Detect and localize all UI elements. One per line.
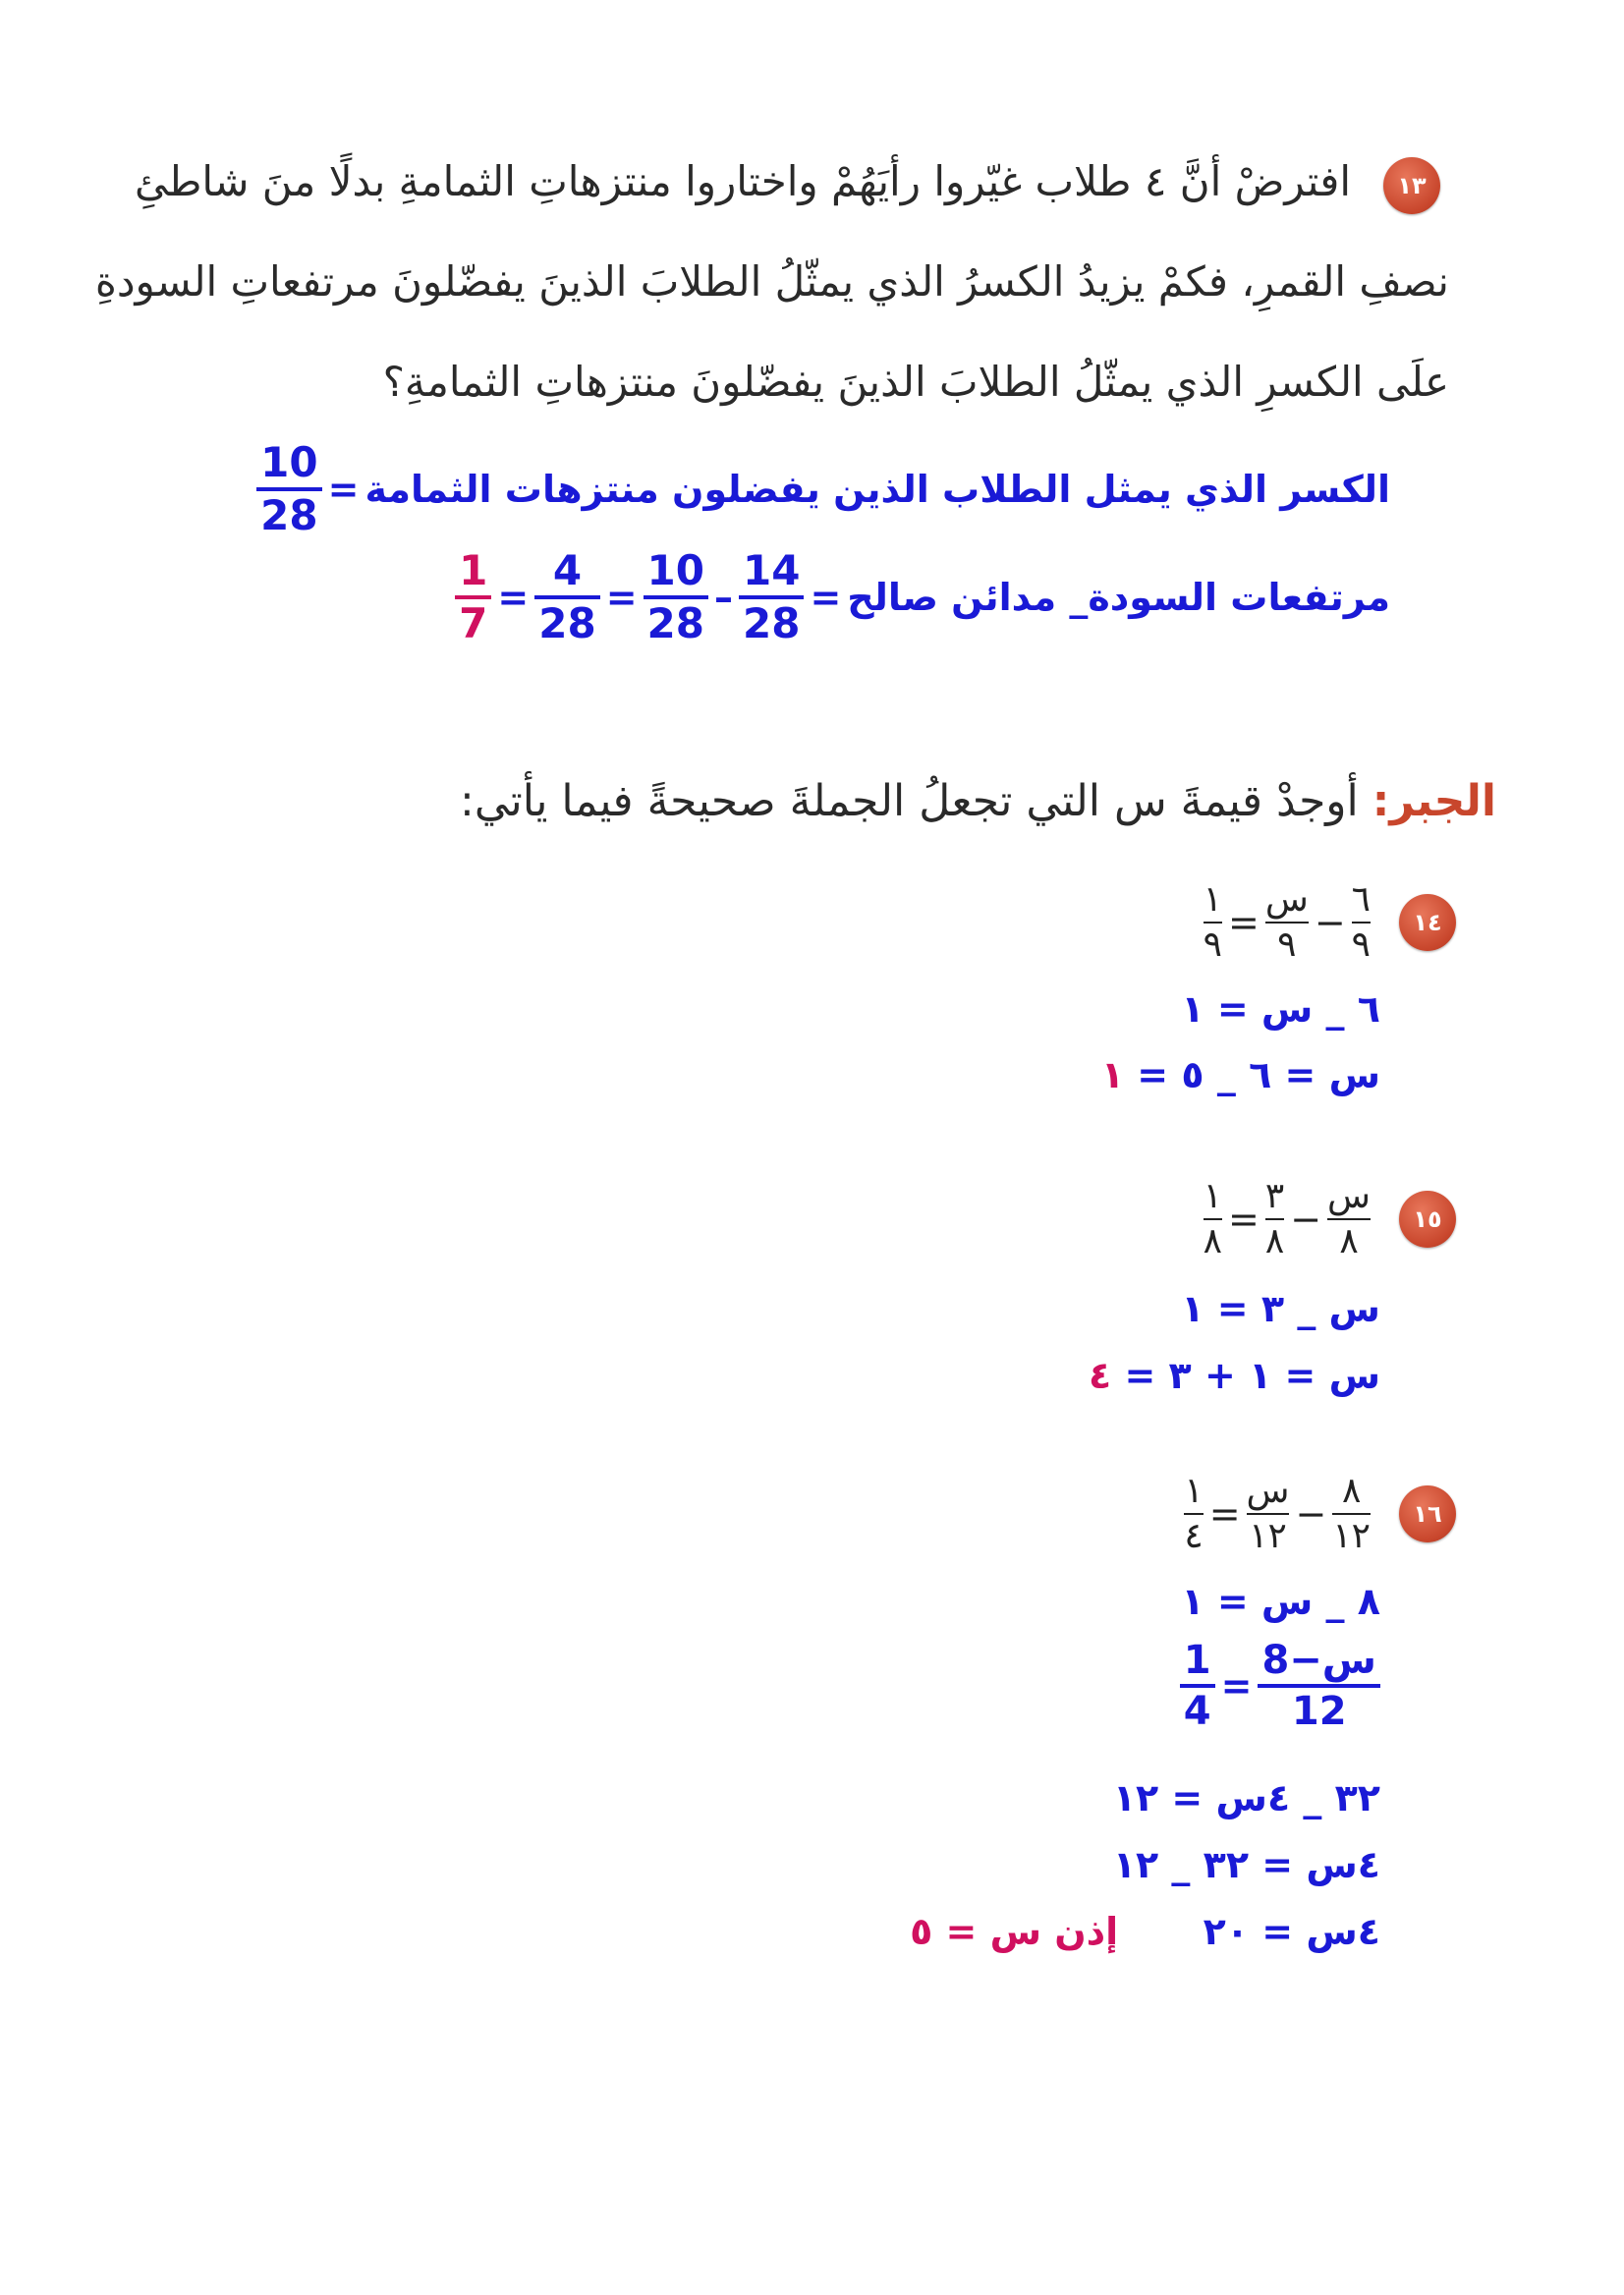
fraction-bar [1352,922,1371,924]
fraction-denominator: 12 [1291,1689,1347,1734]
fraction-numerator: س [1246,1471,1290,1511]
question-number-badge [1383,157,1440,214]
equation [1203,1176,1371,1261]
fraction-bar [1265,922,1309,924]
question-text-line: نصفِ القمرِ، فكمْ يزيدُ الكسرُ الذي يمثّلُ الطلابَ الذينَ يفضّلونَ مرتفعاتِ السودةِ [94,257,1449,306]
question-text-line: افترضْ أنَّ ٤ طلاب غيّروا رأيَهُمْ واختاروا منتزهاتِ الثمامةِ بدلًا منَ شاطئِ [135,157,1351,205]
fraction-denominator: 28 [260,491,318,539]
fraction-bar [1180,1684,1215,1688]
section-heading [460,776,1496,826]
solution-step: ٦ _ س = ١ [1181,987,1380,1031]
equation [1184,1471,1371,1556]
question-number: ١٦ [1413,1500,1442,1528]
equation-fraction [1264,1176,1285,1261]
fraction-denominator: 28 [742,599,801,647]
fraction-denominator: ٩ [1277,924,1297,965]
solution-step: ٨ _ س = ١ [1181,1580,1380,1623]
question-number-badge [1399,894,1456,951]
fraction-numerator: ١ [1203,879,1223,920]
solution-step: ٤س = ٣٢ _ ١٢ [1112,1843,1380,1886]
answer-label: مرتفعات السودة_ مدائن صالح [847,576,1390,619]
fraction-bar [1265,1218,1284,1220]
section-tag: الجبر: [1372,776,1496,826]
equals-sign: = [605,576,638,619]
fraction-numerator: 4 [552,546,583,594]
equation-fraction [1332,1471,1371,1556]
equals-sign: = [1220,1664,1253,1707]
answer-fraction [256,438,321,539]
question-number-badge [1399,1191,1456,1248]
question-number: ١٥ [1413,1205,1442,1233]
section-instruction: أوجدْ قيمةَ س التي تجعلُ الجملةَ صحيحةً فيما يأتي: [460,776,1359,826]
solution-conclusion: إذن س = [932,1910,1119,1953]
minus-sign: − [1290,1198,1322,1241]
equals-sign: = [1208,1492,1241,1536]
minus-sign: − [1295,1492,1327,1536]
equals-sign: = [1228,901,1260,944]
answer-line [455,546,1390,647]
equals-sign: = [810,576,842,619]
answer-fraction [644,546,708,647]
fraction-numerator: س [1264,879,1309,920]
solution-fraction [1258,1638,1380,1734]
fraction-denominator: ٤ [1184,1516,1204,1556]
solution-result: ٥ [910,1910,933,1953]
fraction-numerator: 1 [459,546,488,594]
solution-step-text: س = ١ + ٣ = [1111,1354,1380,1397]
fraction-numerator: ٦ [1351,879,1371,920]
fraction-numerator: س [1327,1176,1371,1216]
fraction-denominator: ٩ [1203,924,1223,965]
fraction-bar [1204,922,1222,924]
fraction-bar [1247,1513,1290,1515]
fraction-numerator: ١ [1184,1471,1204,1511]
solution-step [1101,1053,1380,1096]
fraction-bar [1258,1684,1380,1688]
fraction-denominator: ١٢ [1249,1516,1287,1556]
fraction-numerator: ١ [1203,1176,1223,1216]
solution-step [1089,1354,1380,1397]
fraction-numerator: ٨ [1341,1471,1362,1511]
equation-fraction [1264,879,1309,965]
solution-step: س _ ٣ = ١ [1181,1287,1380,1330]
equals-sign: = [497,576,530,619]
fraction-numerator: 14 [742,546,801,594]
question-number: ١٣ [1397,172,1427,199]
equation-fraction [1246,1471,1290,1556]
fraction-numerator: 8−س [1261,1638,1376,1683]
fraction-denominator: 7 [459,599,488,647]
solution-result: ١ [1100,1053,1125,1096]
fraction-numerator: 1 [1183,1638,1211,1683]
fraction-denominator: ٨ [1203,1221,1223,1261]
answer-line [256,438,1390,539]
equals-sign: = [1228,1198,1260,1241]
equals-sign: = [327,468,360,511]
equation-fraction [1203,1176,1223,1261]
fraction-denominator: ١٢ [1332,1516,1371,1556]
fraction-denominator: ٩ [1351,924,1371,965]
solution-step: ٣٢ _ ٤س = ١٢ [1112,1776,1380,1819]
fraction-denominator: ٨ [1264,1221,1285,1261]
minus-sign: – [713,576,733,619]
fraction-bar [1327,1218,1371,1220]
fraction-numerator: 10 [646,546,704,594]
fraction-denominator: 28 [538,599,596,647]
fraction-bar [1184,1513,1203,1515]
solution-fraction [1180,1638,1215,1734]
solution-step [1180,1638,1380,1734]
answer-fraction [534,546,599,647]
equation-fraction [1351,879,1371,965]
solution-result: ٤ [1089,1354,1112,1397]
equation-fraction [1203,879,1223,965]
solution-step-text: ٤س = ٢٠ [1203,1910,1380,1953]
question-text-line: علَى الكسرِ الذي يمثّلُ الطلابَ الذينَ يفضّلونَ منتزهاتِ الثمامةِ؟ [382,358,1449,406]
equation-fraction [1327,1176,1371,1261]
equation-fraction [1184,1471,1204,1556]
fraction-denominator: 28 [646,599,704,647]
answer-fraction [739,546,804,647]
fraction-bar [1332,1513,1371,1515]
fraction-bar [1204,1218,1222,1220]
answer-fraction [455,546,491,647]
question-number-badge [1399,1485,1456,1542]
equation [1203,879,1371,965]
question-number: ١٤ [1413,909,1442,936]
solution-step [910,1910,1380,1953]
minus-sign: − [1314,901,1346,944]
fraction-denominator: ٨ [1339,1221,1359,1261]
fraction-denominator: 4 [1183,1689,1211,1734]
answer-label: الكسر الذي يمثل الطلاب الذين يفضلون منتزهات الثمامة [364,468,1390,511]
fraction-numerator: 10 [260,438,318,486]
solution-step-text: س = ٦ _ ٥ = [1124,1053,1380,1096]
fraction-numerator: ٣ [1264,1176,1285,1216]
